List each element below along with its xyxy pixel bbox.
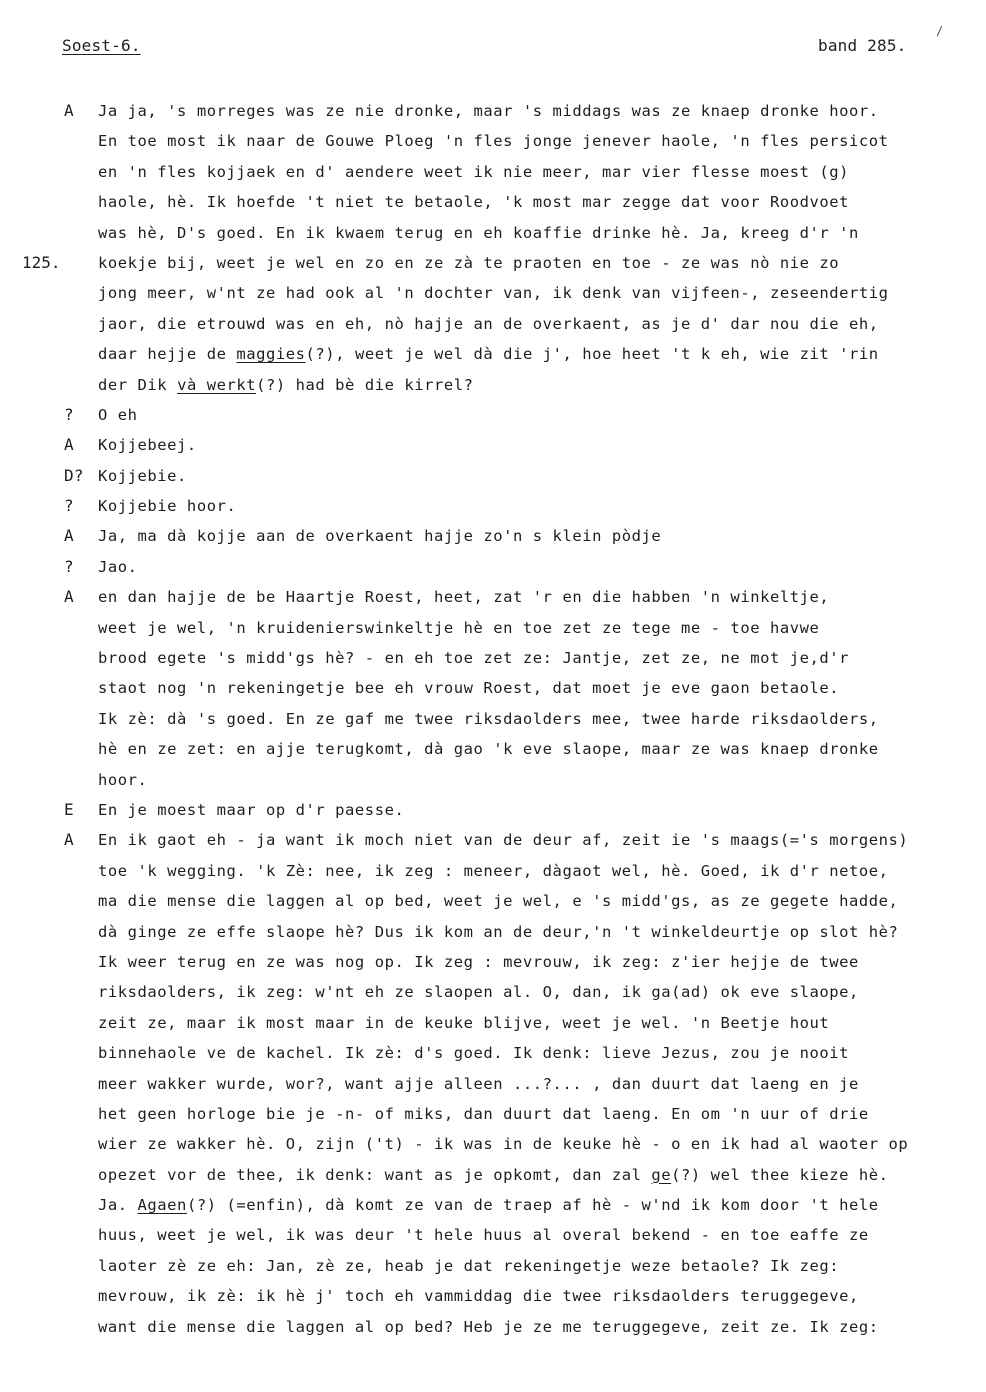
line-text xyxy=(98,157,849,187)
transcript-line xyxy=(0,673,986,703)
text-segment: opezet vor de thee, ik denk: want as je opkomt, dan zal xyxy=(98,1165,652,1184)
text-segment: Jao. xyxy=(98,557,138,576)
text-segment: haole, hè. Ik hoefde 't niet te betaole, 'k most mar zegge dat voor Roodvoet xyxy=(98,193,850,212)
speaker-label: ? xyxy=(64,496,74,516)
transcript-line xyxy=(0,856,986,886)
text-segment: Ja, ma dà kojje aan de overkaent hajje zo'n s klein pòdje xyxy=(98,527,662,546)
transcript-line xyxy=(0,1038,986,1068)
tape-number: band 285. xyxy=(818,36,907,55)
line-text xyxy=(98,1069,859,1099)
line-text xyxy=(98,430,197,460)
transcript-line xyxy=(0,977,986,1007)
text-segment: Ja ja, 's morreges was ze nie dronke, maar 's middags was ze knaep dronke hoor. xyxy=(98,102,879,120)
line-text xyxy=(98,1038,849,1068)
line-text xyxy=(98,673,839,703)
underlined-word: ge xyxy=(651,1165,672,1184)
transcript-line xyxy=(0,1220,986,1250)
transcript-line xyxy=(0,1069,986,1099)
transcript-line xyxy=(0,582,986,612)
line-text xyxy=(98,856,889,886)
text-segment: O eh xyxy=(98,405,138,424)
text-segment: zeit ze, maar ik most maar in de keuke blijve, weet je wel. 'n Beetje hout xyxy=(98,1013,830,1032)
line-text xyxy=(98,1220,869,1250)
text-segment: dà ginge ze effe slaope hè? Dus ik kom an de deur,'n 't winkeldeurtje op slot hè? xyxy=(98,922,899,941)
transcript-line xyxy=(0,734,986,764)
text-segment: (?) had bè die kirrel? xyxy=(256,375,474,394)
text-segment: koekje bij, weet je wel en zo en ze zà te praoten en toe - ze was nò nie zo xyxy=(98,253,840,272)
text-segment: En ik gaot eh - ja want ik moch niet van de deur af, zeit ie 's maags(='s morgens) xyxy=(98,831,909,850)
text-segment: Ja. xyxy=(98,1196,138,1215)
speaker-label: D? xyxy=(64,465,84,485)
text-segment: meer wakker wurde, wor?, want ajje alleen ...?... , dan duurt dat laeng en je xyxy=(98,1074,859,1093)
transcript-line xyxy=(0,400,986,430)
line-text xyxy=(98,1251,839,1281)
transcript-line xyxy=(0,1008,986,1038)
transcript-line xyxy=(0,613,986,643)
speaker-label: A xyxy=(64,587,74,607)
transcript-line xyxy=(0,187,986,217)
transcript-line xyxy=(0,1281,986,1311)
line-text xyxy=(98,1281,859,1311)
speaker-label: A xyxy=(64,101,74,120)
transcript-line xyxy=(0,795,986,825)
line-text xyxy=(98,947,859,977)
transcript-line xyxy=(0,704,986,734)
line-text xyxy=(98,795,404,825)
line-text xyxy=(98,248,839,278)
underlined-word: maggies xyxy=(236,345,306,364)
speaker-label: ? xyxy=(64,556,74,576)
text-segment: toe 'k wegging. 'k Zè: nee, ik zeg : meneer, dàgaot wel, hè. Goed, ik d'r netoe, xyxy=(98,861,889,880)
transcript-line xyxy=(0,1190,986,1220)
transcript-line xyxy=(0,1099,986,1129)
line-text xyxy=(98,491,236,521)
transcript-line xyxy=(0,461,986,491)
line-text xyxy=(98,825,908,855)
line-text xyxy=(98,218,859,248)
line-text xyxy=(98,582,829,612)
transcript-line xyxy=(0,309,986,339)
transcript-line xyxy=(0,765,986,795)
text-segment: mevrouw, ik zè: ik hè j' toch eh vammiddag die twee riksdaolders teruggegeve, xyxy=(98,1287,859,1306)
transcript-body xyxy=(0,96,986,1342)
line-text xyxy=(98,309,879,339)
text-segment: hoor. xyxy=(98,770,148,789)
line-text xyxy=(98,96,879,126)
text-segment: weet je wel, 'n kruidenierswinkeltje hè en toe zet ze tege me - toe havwe xyxy=(98,618,820,637)
text-segment: hè en ze zet: en ajje terugkomt, dà gao 'k eve slaope, maar ze was knaep dronke xyxy=(98,740,879,759)
transcript-line xyxy=(0,248,986,278)
transcript-line xyxy=(0,643,986,673)
transcript-line xyxy=(0,1251,986,1281)
text-segment: daar hejje de xyxy=(98,345,237,364)
speaker-label: A xyxy=(64,830,74,850)
transcript-line xyxy=(0,218,986,248)
line-text xyxy=(98,339,879,369)
line-text xyxy=(98,765,147,795)
transcript-line xyxy=(0,430,986,460)
text-segment: der Dik xyxy=(98,375,178,394)
line-text xyxy=(98,886,898,916)
text-segment: brood egete 's midd'gs hè? - en eh toe zet ze: Jantje, zet ze, ne mot je,d'r xyxy=(98,649,850,668)
transcript-line xyxy=(0,370,986,400)
line-text xyxy=(98,734,879,764)
speaker-label: ? xyxy=(64,404,74,424)
document-title: Soest-6. xyxy=(62,36,141,55)
line-text xyxy=(98,187,849,217)
speaker-label: A xyxy=(64,435,74,455)
line-text xyxy=(98,1129,908,1159)
line-text xyxy=(98,977,859,1007)
text-segment: (?) (=enfin), dà komt ze van de traep af hè - w'nd ik kom door 't hele xyxy=(186,1196,879,1215)
text-segment: en dan hajje de be Haartje Roest, heet, zat 'r en die habben 'n winkeltje, xyxy=(98,588,830,607)
transcript-line xyxy=(0,126,986,156)
text-segment: Ik weer terug en ze was nog op. Ik zeg : mevrouw, ik zeg: z'ier hejje de twee xyxy=(98,952,859,971)
transcript-line xyxy=(0,886,986,916)
line-text xyxy=(98,1160,889,1190)
text-segment: riksdaolders, ik zeg: w'nt eh ze slaopen al. O, dan, ik ga(ad) ok eve slaope, xyxy=(98,983,859,1002)
transcript-line xyxy=(0,825,986,855)
text-segment: En toe most ik naar de Gouwe Ploeg 'n fles jonge jenever haole, 'n fles persicot xyxy=(98,132,889,151)
speaker-label: E xyxy=(64,799,74,819)
text-segment: Kojjebie. xyxy=(98,466,187,485)
text-segment: (?) wel thee kieze hè. xyxy=(671,1165,889,1184)
text-segment: want die mense die laggen al op bed? Heb je ze me teruggegeve, zeit ze. Ik zeg: xyxy=(98,1317,879,1336)
line-text xyxy=(98,552,138,582)
text-segment: het geen horloge bie je -n- of miks, dan duurt dat laeng. En om 'n uur of drie xyxy=(98,1104,869,1123)
speaker-label: A xyxy=(64,526,74,546)
text-segment: wier ze wakker hè. O, zijn ('t) - ik was in de keuke hè - o en ik had al waoter op xyxy=(98,1135,909,1154)
line-text xyxy=(98,126,889,156)
text-segment: huus, weet je wel, ik was deur 't hele huus al overal bekend - en toe eaffe ze xyxy=(98,1226,869,1245)
line-text xyxy=(98,1312,879,1342)
line-text xyxy=(98,613,819,643)
line-text xyxy=(98,278,889,308)
line-text xyxy=(98,1190,879,1220)
transcript-line xyxy=(0,491,986,521)
text-segment: Kojjebeej. xyxy=(98,436,197,455)
underlined-word: và werkt xyxy=(177,375,257,394)
line-text xyxy=(98,1099,869,1129)
line-text xyxy=(98,400,138,430)
transcript-line xyxy=(0,339,986,369)
text-segment: (?), weet je wel dà die j', hoe heet 't k eh, wie zit 'rin xyxy=(305,345,879,364)
transcript-line xyxy=(0,917,986,947)
text-segment: Kojjebie hoor. xyxy=(98,497,237,516)
text-segment: staot nog 'n rekeningetje bee eh vrouw Roest, dat moet je eve gaon betaole. xyxy=(98,679,840,698)
text-segment: ma die mense die laggen al op bed, weet je wel, e 's midd'gs, as ze gegete hadde, xyxy=(98,892,899,911)
line-text xyxy=(98,917,898,947)
line-text xyxy=(98,521,661,551)
transcript-line xyxy=(0,947,986,977)
text-segment: was hè, D's goed. En ik kwaem terug en eh koaffie drinke hè. Ja, kreeg d'r 'n xyxy=(98,223,859,242)
text-segment: jaor, die etrouwd was en eh, nò hajje an de overkaent, as je d' dar nou die eh, xyxy=(98,314,879,333)
transcript-line xyxy=(0,1129,986,1159)
line-text xyxy=(98,643,849,673)
text-segment: jong meer, w'nt ze had ook al 'n dochter van, ik denk van vijfeen-, zeseendertig xyxy=(98,284,889,303)
transcript-line xyxy=(0,552,986,582)
transcript-line xyxy=(0,96,986,126)
line-text xyxy=(98,370,474,400)
underlined-word: Agaen xyxy=(137,1196,187,1215)
line-text xyxy=(98,1008,829,1038)
line-text xyxy=(98,461,187,491)
corner-mark: / xyxy=(936,24,944,38)
transcript-line xyxy=(0,157,986,187)
transcript-line xyxy=(0,1312,986,1342)
transcript-line xyxy=(0,1160,986,1190)
text-segment: En je moest maar op d'r paesse. xyxy=(98,800,405,819)
transcript-line xyxy=(0,278,986,308)
text-segment: binnehaole ve de kachel. Ik zè: d's goed. Ik denk: lieve Jezus, zou je nooit xyxy=(98,1044,850,1063)
text-segment: laoter zè ze eh: Jan, zè ze, heab je dat rekeningetje weze betaole? Ik zeg: xyxy=(98,1256,840,1275)
text-segment: Ik zè: dà 's goed. En ze gaf me twee riksdaolders mee, twee harde riksdaolders, xyxy=(98,709,879,728)
line-text xyxy=(98,704,879,734)
transcript-line xyxy=(0,521,986,551)
line-number: 125. xyxy=(22,252,61,272)
text-segment: en 'n fles kojjaek en d' aendere weet ik nie meer, mar vier flesse moest (g) xyxy=(98,162,850,181)
